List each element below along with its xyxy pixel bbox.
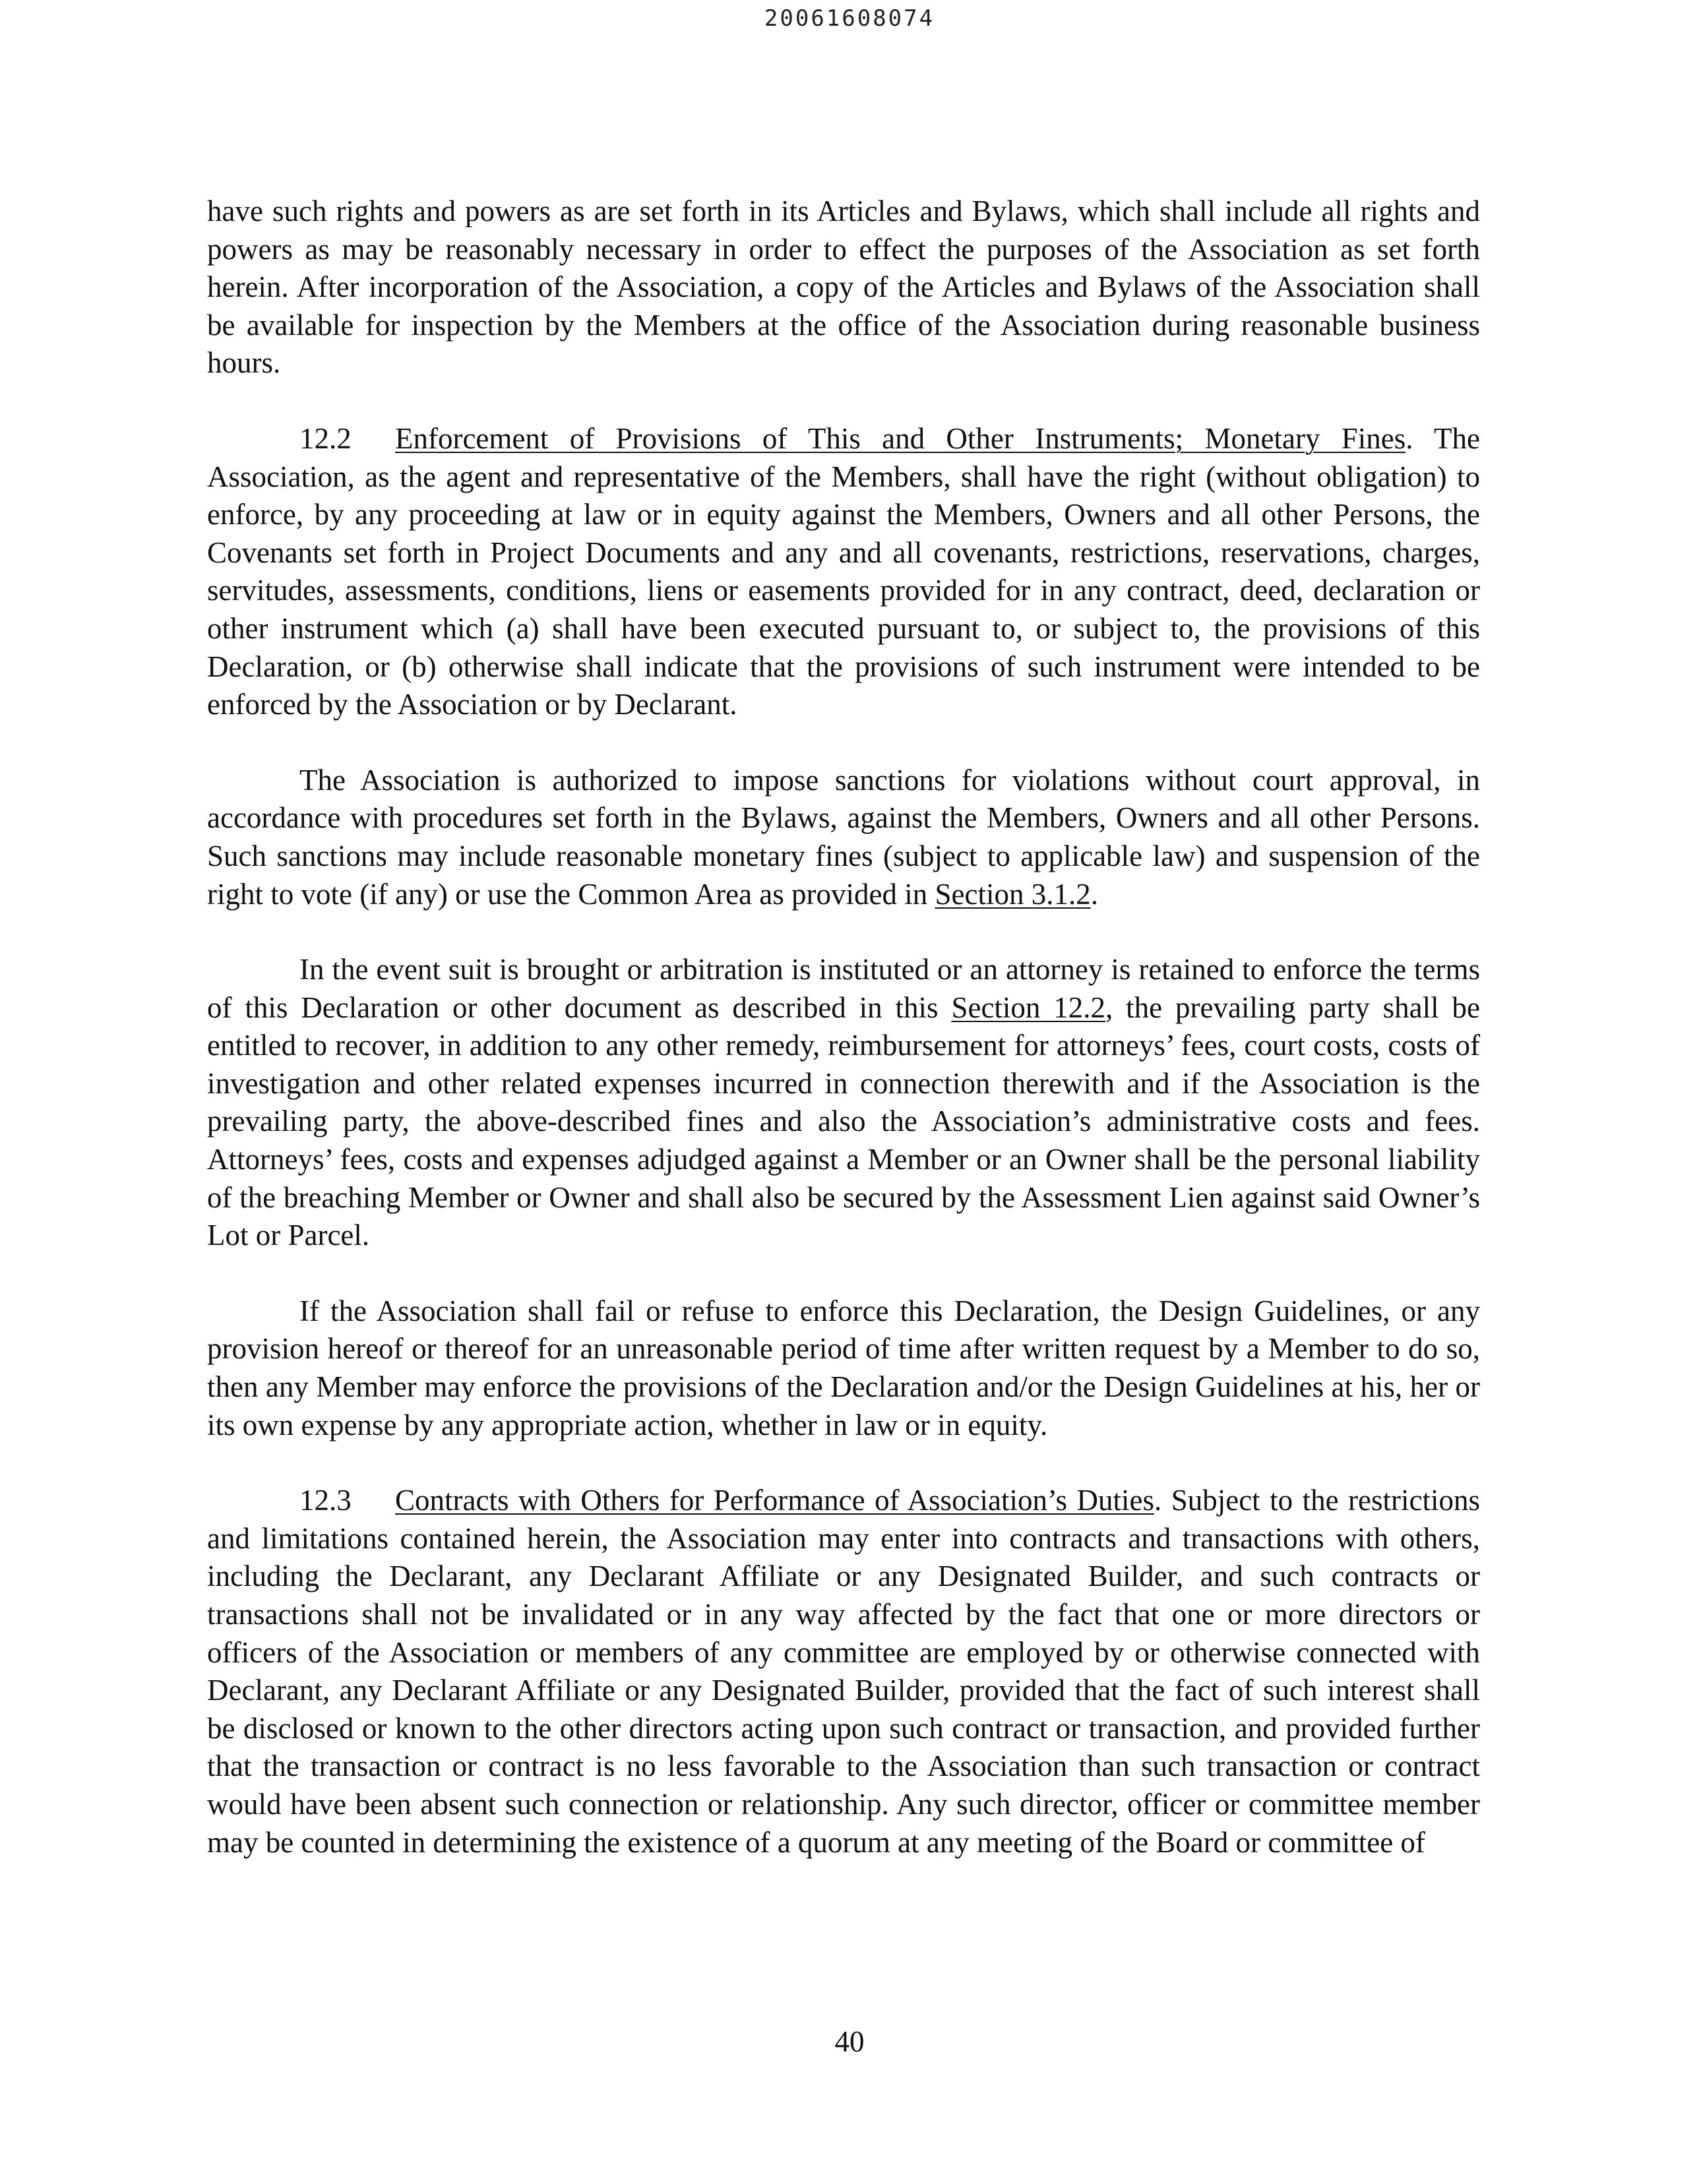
- section-heading-period: .: [1406, 421, 1413, 455]
- section-heading-period: .: [1154, 1484, 1162, 1517]
- document-id: 20061608074: [764, 5, 935, 32]
- section-number: 12.3: [299, 1484, 352, 1517]
- paragraph-articles-bylaws: [207, 193, 1480, 382]
- page-body: [207, 193, 1480, 1899]
- paragraph-text: In the event suit is brought or arbitration is instituted or an attorney is retained to enforce the terms of this Declaration or other document as described in this: [207, 953, 1480, 1024]
- page-number: 40: [834, 2025, 865, 2058]
- section-text: Subject to the restrictions and limitations contained herein, the Association may enter into contracts and transactions with others, including the Declarant, any Declarant Affiliate or any Designated Builder, and such contracts or transactions shall not be invalidated or in any way affected by the fact that one or more directors or officers of the Association or members of any committee are employed by or otherwise connected with Declarant, any Declarant Affiliate or any Designated Builder, provided that the fact of such interest shall be disclosed or known to the other directors acting upon such contract or transaction, and provided further that the transaction or contract is no less favorable to the Association than such transaction or contract would have been absent such connection or relationship. Any such director, officer or committee member may be counted in determining the existence of a quorum at any meeting of the Board or committee of: [207, 1484, 1480, 1859]
- section-heading: Contracts with Others for Performance of Association’s Duties: [395, 1484, 1154, 1517]
- section-reference: Section 3.1.2: [935, 877, 1091, 911]
- section-reference: Section 12.2: [951, 990, 1106, 1024]
- section-number: 12.2: [299, 421, 352, 455]
- section-12-3: [207, 1482, 1480, 1862]
- section-text: The Association, as the agent and representative of the Members, shall have the right (without obligation) to enforce, by any proceeding at law or in equity against the Members, Owners and all other Persons, the Covenants set forth in Project Documents and any and all covenants, restrictions, reservations, charges, servitudes, assessments, conditions, liens or easements provided for in any contract, deed, declaration or other instrument which (a) shall have been executed pursuant to, or subject to, the provisions of this Declaration, or (b) otherwise shall indicate that the provisions of such instrument were intended to be enforced by the Association or by Declarant.: [207, 421, 1480, 721]
- paragraph-text: have such rights and powers as are set forth in its Articles and Bylaws, which shall include all rights and powers as may be reasonably necessary in order to effect the purposes of the Association as set forth herein. After incorporation of the Association, a copy of the Articles and Bylaws of the Association shall be available for inspection by the Members at the office of the Association during reasonable business hours.: [207, 195, 1480, 380]
- section-heading: Enforcement of Provisions of This and Other Instruments; Monetary Fines: [395, 421, 1406, 455]
- paragraph-text: If the Association shall fail or refuse to enforce this Declaration, the Design Guidelines, or any provision hereof or thereof for an unreasonable period of time after written request by a Member to do so, then any Member may enforce the provisions of the Declaration and/or the Design Guidelines at his, her or its own expense by any appropriate action, whether in law or in equity.: [207, 1294, 1480, 1441]
- section-12-2: [207, 420, 1480, 724]
- paragraph-end: .: [1090, 877, 1098, 911]
- paragraph-text: , the prevailing party shall be entitled to recover, in addition to any other remedy, reimbursement for attorneys’ fees, court costs, costs of investigation and other related expenses incurred in connection therewith and if the Association is the prevailing party, the above-described fines and also the Association’s administrative costs and fees. Attorneys’ fees, costs and expenses adjudged against a Member or an Owner shall be the personal liability of the breaching Member or Owner and shall also be secured by the Assessment Lien against said Owner’s Lot or Parcel.: [207, 990, 1480, 1252]
- paragraph-sanctions: [207, 762, 1480, 913]
- paragraph-attorneys-fees: [207, 951, 1480, 1255]
- paragraph-text: The Association is authorized to impose sanctions for violations without court approval, in accordance with procedures set forth in the Bylaws, against the Members, Owners and all other Persons. Such sanctions may include reasonable monetary fines (subject to applicable law) and suspension of the right to vote (if any) or use the Common Area as provided in: [207, 763, 1480, 911]
- paragraph-member-enforcement: [207, 1292, 1480, 1444]
